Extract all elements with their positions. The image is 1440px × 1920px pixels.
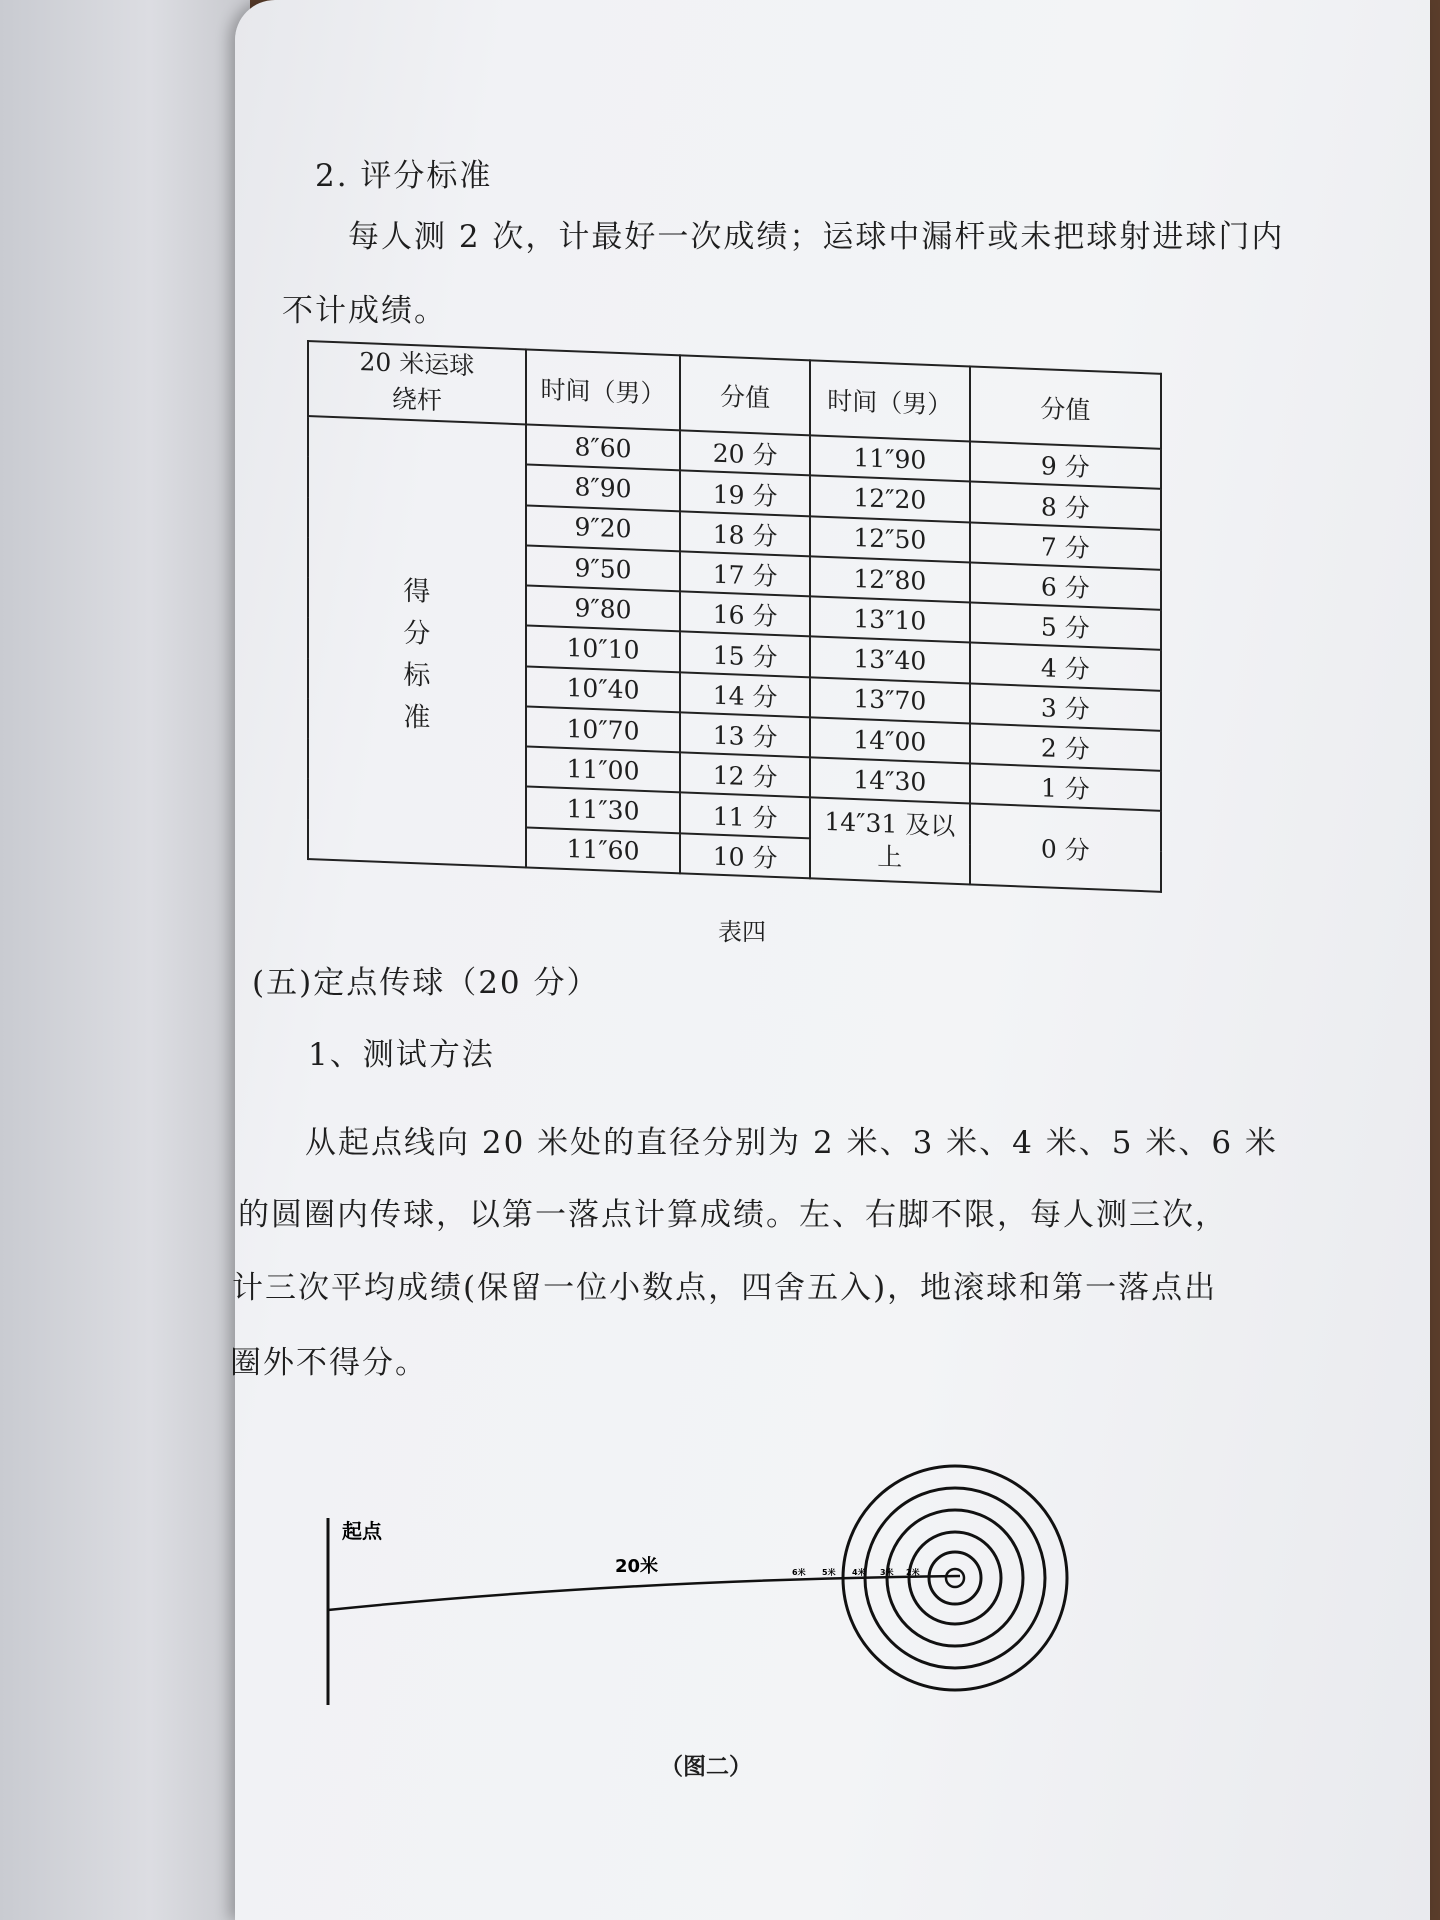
ring-center xyxy=(946,1569,964,1587)
time-cell: 12″80 xyxy=(810,556,970,602)
time-cell: 11″60 xyxy=(526,827,681,873)
time-cell: 10″10 xyxy=(526,626,681,672)
section5-title: (五)定点传球（20 分） xyxy=(252,965,600,1001)
time-cell: 8″60 xyxy=(526,425,681,471)
score-cell: 20 分 xyxy=(680,431,810,476)
score-cell: 8 分 xyxy=(970,482,1161,530)
left-page-edge xyxy=(0,0,250,1920)
row-label xyxy=(308,416,526,867)
method-line-3: 计三次平均成绩(保留一位小数点，四舍五入)，地滚球和第一落点出 xyxy=(232,1270,1218,1306)
time-cell: 11″00 xyxy=(526,747,681,793)
time-cell: 11″90 xyxy=(810,436,970,482)
time-cell: 12″50 xyxy=(810,516,970,562)
score-cell: 6 分 xyxy=(970,562,1161,610)
ring-label-4m: 4米 xyxy=(852,1568,866,1577)
distance-label: 20米 xyxy=(615,1556,659,1577)
section-heading: 2. 评分标准 xyxy=(315,158,493,194)
score-cell: 7 分 xyxy=(970,522,1161,570)
time-cell: 13″70 xyxy=(810,677,970,723)
time-cell: 14″00 xyxy=(810,717,970,763)
method-line-4: 圈外不得分。 xyxy=(230,1345,428,1381)
score-cell: 3 分 xyxy=(970,683,1161,731)
time-cell: 12″20 xyxy=(810,476,970,522)
method-line-1: 从起点线向 20 米处的直径分别为 2 米、3 米、4 米、5 米、6 米 xyxy=(305,1125,1278,1161)
header-score-1: 分值 xyxy=(680,355,810,435)
test-method-heading: 1、测试方法 xyxy=(308,1037,495,1073)
time-cell: 13″10 xyxy=(810,597,970,643)
header-score-2: 分值 xyxy=(970,366,1161,449)
time-cell: 9″80 xyxy=(526,586,681,632)
time-cell: 11″30 xyxy=(526,787,681,833)
score-cell: 16 分 xyxy=(680,592,810,637)
method-line-2: 的圆圈内传球，以第一落点计算成绩。左、右脚不限，每人测三次， xyxy=(238,1197,1228,1233)
time-cell: 9″20 xyxy=(526,505,681,551)
score-cell: 12 分 xyxy=(680,753,810,798)
score-cell: 14 分 xyxy=(680,672,810,717)
header-time-2: 时间（男） xyxy=(810,360,970,441)
score-cell: 9 分 xyxy=(970,442,1161,490)
time-cell: 9″50 xyxy=(526,545,681,591)
score-cell: 18 分 xyxy=(680,511,810,556)
table-caption: 表四 xyxy=(718,918,766,946)
time-cell: 13″40 xyxy=(810,637,970,683)
score-cell: 4 分 xyxy=(970,643,1161,691)
scoring-rule-line2: 不计成绩。 xyxy=(282,293,447,329)
header-time-1: 时间（男） xyxy=(526,349,681,430)
row-label-text: 得分标准 xyxy=(403,575,431,734)
ring-label-6m: 6米 xyxy=(792,1568,806,1577)
time-cell: 14″30 xyxy=(810,758,970,804)
ring-3m xyxy=(909,1532,1001,1624)
time-cell: 14″31 及以上 xyxy=(810,798,970,885)
score-cell: 19 分 xyxy=(680,471,810,516)
score-cell: 11 分 xyxy=(680,793,810,838)
scoring-table xyxy=(307,340,1162,893)
score-cell: 0 分 xyxy=(970,804,1161,892)
score-cell: 5 分 xyxy=(970,603,1161,651)
event-header: 20 米运球绕杆 xyxy=(308,341,526,425)
score-cell: 15 分 xyxy=(680,632,810,677)
time-cell: 10″40 xyxy=(526,666,681,712)
score-cell: 1 分 xyxy=(970,764,1161,812)
passing-diagram xyxy=(300,1440,1100,1730)
time-cell: 8″90 xyxy=(526,465,681,511)
ring-label-3m: 3米 xyxy=(880,1568,894,1577)
score-cell: 2 分 xyxy=(970,723,1161,771)
start-label: 起点 xyxy=(342,1519,382,1543)
figure-caption: （图二） xyxy=(660,1753,752,1780)
ring-label-2m: 2米 xyxy=(906,1568,920,1577)
time-cell: 10″70 xyxy=(526,706,681,752)
score-cell: 17 分 xyxy=(680,551,810,596)
score-cell: 10 分 xyxy=(680,833,810,878)
score-cell: 13 分 xyxy=(680,712,810,757)
scoring-rule-line1: 每人测 2 次，计最好一次成绩；运球中漏杆或未把球射进球门内 xyxy=(348,219,1285,255)
ring-label-5m: 5米 xyxy=(822,1568,836,1577)
ring-2m xyxy=(929,1552,981,1604)
